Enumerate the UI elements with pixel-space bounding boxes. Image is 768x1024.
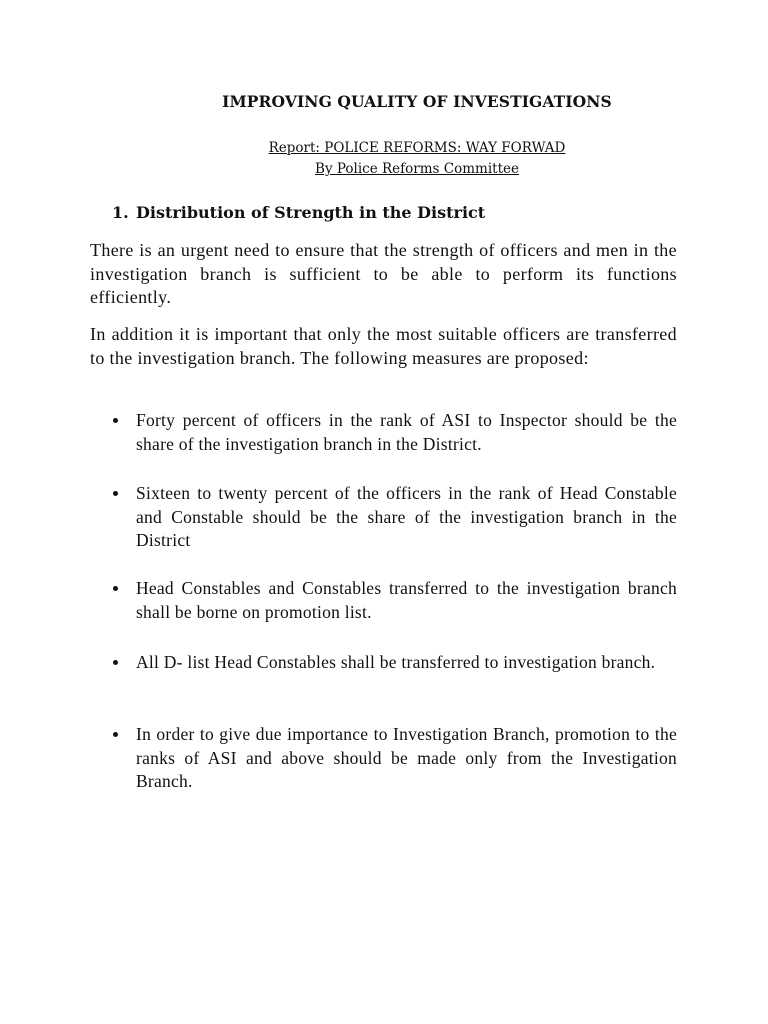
section-heading [112, 203, 485, 222]
bullet-icon [113, 732, 118, 737]
bullet-icon [113, 491, 118, 496]
document-title: IMPROVING QUALITY OF INVESTIGATIONS [222, 92, 612, 111]
section-heading-text: Distribution of Strength in the District [136, 203, 486, 222]
section-number: 1. [112, 203, 129, 222]
paragraph: In addition it is important that only the most suitable officers are transferred to the investigation branch. The following measures are proposed: [90, 324, 677, 368]
bullet-icon [113, 586, 118, 591]
author-line: By Police Reforms Committee [315, 161, 519, 177]
list-item-text: Sixteen to twenty percent of the officers in the rank of Head Constable and Constable should be the share of the investigation branch in the District [136, 483, 677, 550]
bullet-icon [113, 418, 118, 423]
list-item-text: All D- list Head Constables shall be transferred to investigation branch. [136, 652, 656, 672]
bullet-icon [113, 660, 118, 665]
list-item-text: In order to give due importance to Investigation Branch, promotion to the ranks of ASI and above should be made only from the Investigation Branch. [136, 724, 677, 791]
paragraph: There is an urgent need to ensure that the strength of officers and men in the investigation branch is sufficient to be able to perform its functions efficiently. [90, 240, 677, 307]
list-item-text: Head Constables and Constables transferred to the investigation branch shall be borne on promotion list. [136, 578, 677, 622]
list-item-text: Forty percent of officers in the rank of ASI to Inspector should be the share of the investigation branch in the District. [136, 410, 677, 454]
report-line: Report: POLICE REFORMS: WAY FORWAD [268, 140, 566, 156]
